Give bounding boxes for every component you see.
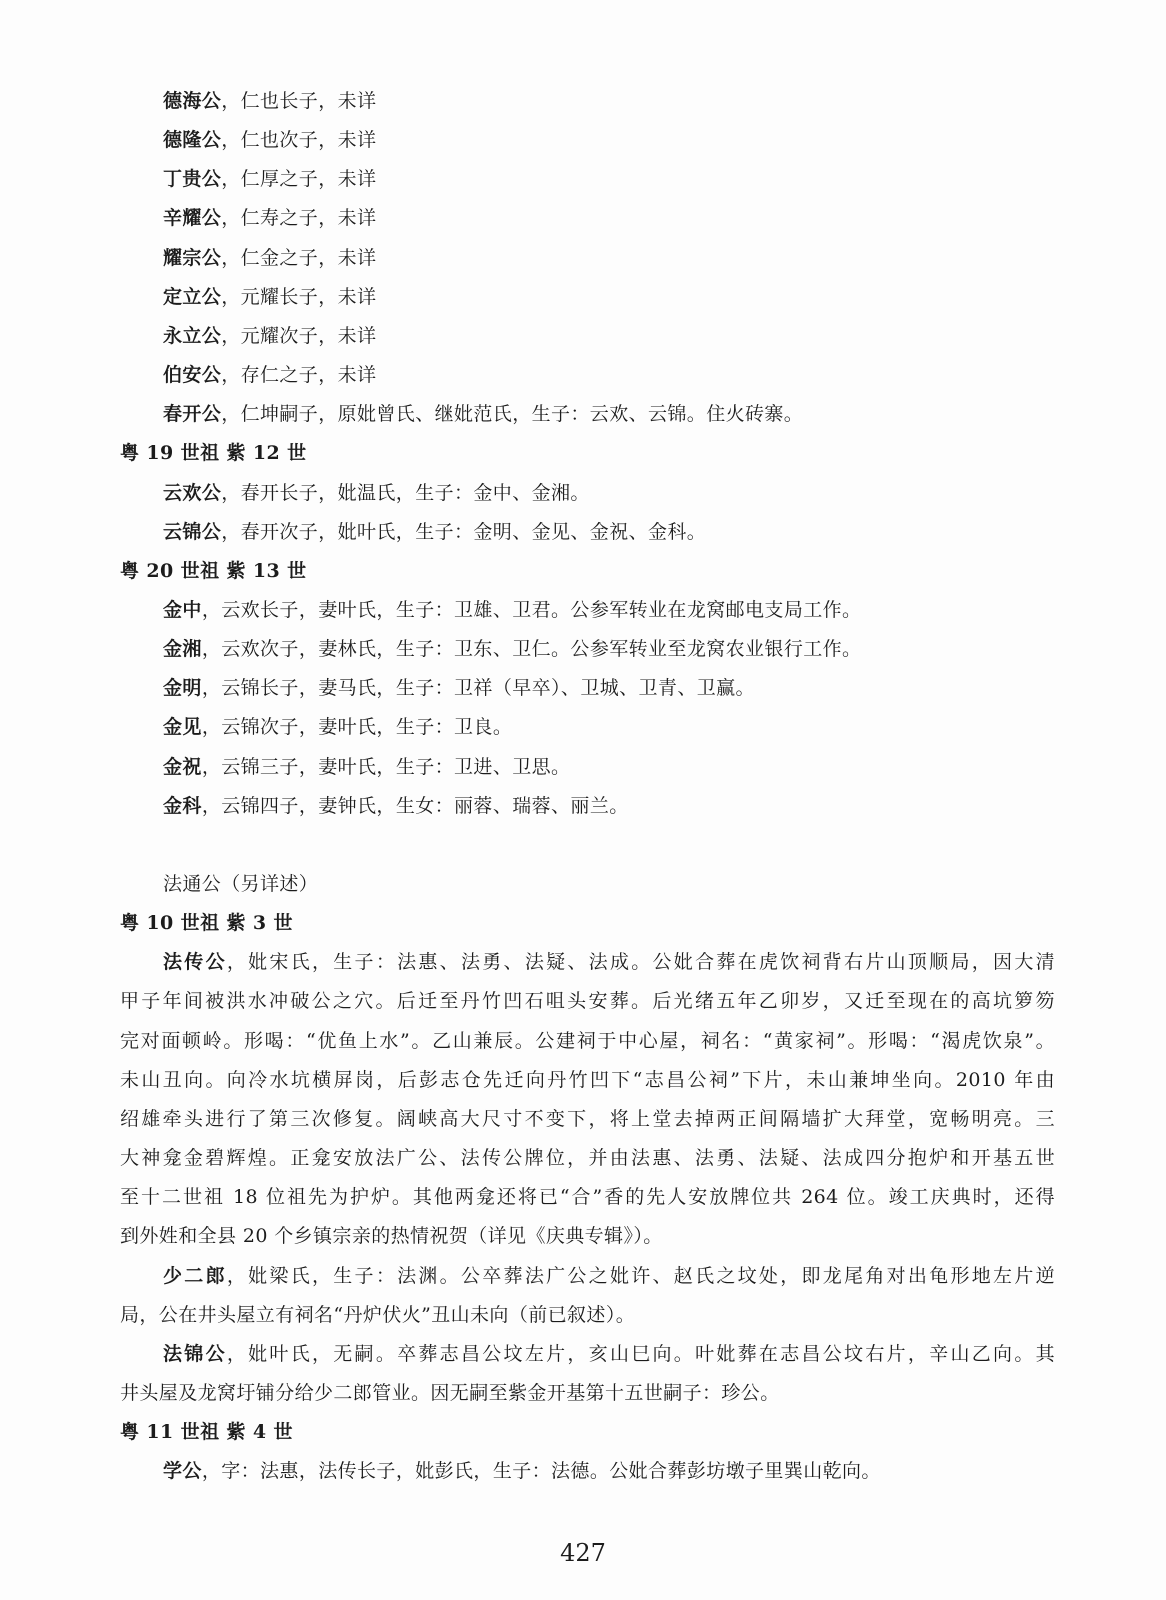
list-item: 金中，云欢长子，妻叶氏，生子：卫雄、卫君。公参军转业在龙窝邮电支局工作。 bbox=[163, 599, 862, 621]
list-item: 永立公，元耀次子，未详 bbox=[163, 325, 377, 347]
list-item: 辛耀公，仁寿之子，未详 bbox=[163, 207, 377, 229]
list-item: 金湘，云欢次子，妻林氏，生子：卫东、卫仁。公参军转业至龙窝农业银行工作。 bbox=[163, 638, 862, 660]
book-page: 德海公，仁也长子，未详 德隆公，仁也次子，未详 丁贵公，仁厚之子，未详 辛耀公，仁寿之子，未详 耀宗公，仁金之子，未详 定立公，元耀长子，未详 永立公，元耀次子，未详 伯安公，存仁之子，未详 春开公，仁坤嗣子，原妣曾氏、继妣范氏，生子：云欢、云锦。住火砖寨。 粤 19 世祖 紫 12 世 云欢公，春开长子，妣温氏，生子：金中、金湘。 云锦公，春开次子，妣叶氏，生子：金明、金见、金祝、金科。 粤 20 世祖 紫 13 世 金中，云欢长子，妻叶氏，生子：卫雄、卫君。公参军转业在龙窝邮电支局工作。 金湘，云欢次子，妻林氏，生子：卫东、卫仁。公参军转业至龙窝农业银行工作。 金明，云锦长子，妻马氏，生子：卫祥（早卒）、卫城、卫青、卫赢。 金见，云锦次子，妻叶氏，生子：卫良。 金祝，云锦三子，妻叶氏，生子：卫进、卫思。 金科，云锦四子，妻钟氏，生女：丽蓉、瑞蓉、丽兰。 法通公（另详述） 粤 10 世祖 紫 3 世 法传公，妣宋氏，生子：法惠、法勇、法疑、法成。公妣合葬在虎饮祠背右片山顶顺局，因大清 甲子年间被洪水冲破公之穴。后迁至丹竹凹石咀头安葬。后光绪五年乙卯岁，又迁至现在的高坑箩笏 完对面顿岭。形喝：“优鱼上水”。乙山兼辰。公建祠于中心屋，祠名：“黄家祠”。形喝：“渴虎饮泉”。 未山丑向。向冷水坑横屏岗，后彭志仓先迁向丹竹凹下“志昌公祠”下片，未山兼坤坐向。2010 年由 绍雄牵头进行了第三次修复。阔峡高大尺寸不变下，将上堂去掉两正间隔墙扩大拜堂，宽畅明亮。三 大神龛金碧辉煌。正龛安放法广公、法传公牌位，并由法惠、法勇、法疑、法成四分抱炉和开基五世 至十二世祖 18 位祖先为护炉。其他两龛还将已“合”香的先人安放牌位共 264 位。竣工庆典时，还得 到外姓和全县 20 个乡镇宗亲的热情祝贺（详见《庆典专辑》）。 少二郎，妣梁氏，生子：法渊。公卒葬法广公之妣许、赵氏之坟处，即龙尾角对出龟形地左片逆 局，公在井头屋立有祠名“丹炉伏火”丑山未向（前已叙述）。 法锦公，妣叶氏，无嗣。卒葬志昌公坟左片，亥山巳向。叶妣葬在志昌公坟右片，辛山乙向。其 井头屋及龙窝圩铺分给少二郎管业。因无嗣至紫金开基第十五世嗣子：珍公。 粤 11 世祖 紫 4 世 学公，字：法惠，法传长子，妣彭氏，生子：法德。公妣合葬彭坊墩子里巽山乾向。 427 bbox=[0, 0, 1166, 1600]
list-item: 学公，字：法惠，法传长子，妣彭氏，生子：法德。公妣合葬彭坊墩子里巽山乾向。 bbox=[163, 1460, 881, 1482]
list-item: 云欢公，春开长子，妣温氏，生子：金中、金湘。 bbox=[163, 482, 590, 504]
generation-heading: 粤 19 世祖 紫 12 世 bbox=[120, 442, 307, 464]
page-number: 427 bbox=[560, 1539, 606, 1567]
list-item: 定立公，元耀长子，未详 bbox=[163, 286, 377, 308]
list-item: 金科，云锦四子，妻钟氏，生女：丽蓉、瑞蓉、丽兰。 bbox=[163, 795, 629, 817]
list-item: 春开公，仁坤嗣子，原妣曾氏、继妣范氏，生子：云欢、云锦。住火砖寨。 bbox=[163, 403, 804, 425]
list-item: 德海公，仁也长子，未详 bbox=[163, 90, 377, 112]
list-item: 丁贵公，仁厚之子，未详 bbox=[163, 168, 377, 190]
list-item: 金明，云锦长子，妻马氏，生子：卫祥（早卒）、卫城、卫青、卫赢。 bbox=[163, 677, 755, 699]
generation-heading: 粤 20 世祖 紫 13 世 bbox=[120, 560, 307, 582]
list-item: 耀宗公，仁金之子，未详 bbox=[163, 247, 377, 269]
generation-heading: 粤 11 世祖 紫 4 世 bbox=[120, 1421, 293, 1443]
list-item: 伯安公，存仁之子，未详 bbox=[163, 364, 377, 386]
branch-note: 法通公（另详述） bbox=[163, 873, 319, 895]
list-item: 云锦公，春开次子，妣叶氏，生子：金明、金见、金祝、金科。 bbox=[163, 521, 707, 543]
list-item: 金见，云锦次子，妻叶氏，生子：卫良。 bbox=[163, 716, 513, 738]
list-item: 金祝，云锦三子，妻叶氏，生子：卫进、卫思。 bbox=[163, 756, 571, 778]
generation-heading: 粤 10 世祖 紫 3 世 bbox=[120, 912, 293, 934]
list-item: 德隆公，仁也次子，未详 bbox=[163, 129, 377, 151]
